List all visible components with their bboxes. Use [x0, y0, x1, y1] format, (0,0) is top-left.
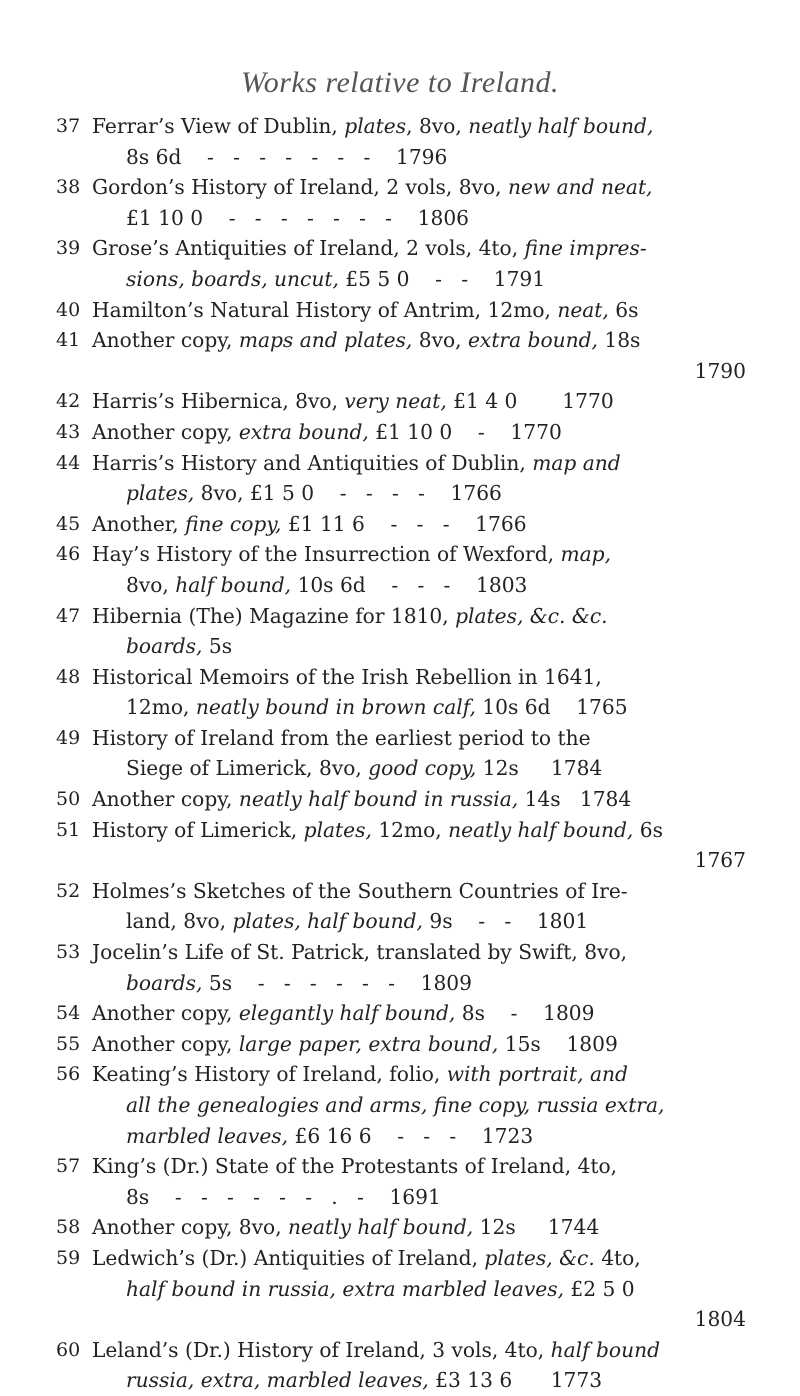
entry-line: russia, extra, marbled leaves, £3 13 6 1773 — [126, 1368, 603, 1393]
entry-line: Ferrar’s View of Dublin, plates, 8vo, neatly half bound, — [92, 114, 654, 138]
entry-number: 40 — [56, 298, 81, 321]
entry-line: Harris’s Hibernica, 8vo, very neat, £1 4 0 1770 — [92, 389, 614, 414]
catalogue-entry-49 — [56, 723, 746, 784]
entry-line: Keating’s History of Ireland, folio, with portrait, and — [92, 1062, 628, 1087]
entry-line: King’s (Dr.) State of the Protestants of Ireland, 4to, — [92, 1154, 618, 1179]
catalogue-entry-47 — [56, 601, 746, 662]
entry-line: Leland’s (Dr.) History of Ireland, 3 vols, 4to, half bound — [92, 1337, 660, 1362]
entry-line: Another copy, extra bound, £1 10 0 - 1770 — [92, 419, 562, 444]
catalogue-entry-54 — [56, 998, 746, 1029]
catalogue-entry-57 — [56, 1151, 746, 1212]
entry-line: Another copy, 8vo, neatly half bound, 12s 1744 — [92, 1215, 600, 1240]
entry-line: 1767 — [694, 848, 746, 873]
entry-line: Holmes’s Sketches of the Southern Countries of Ire- — [92, 878, 628, 903]
catalogue-entry-39 — [56, 233, 746, 294]
entry-line: Another copy, elegantly half bound, 8s - 1809 — [92, 1001, 595, 1026]
catalogue-entry-60 — [56, 1335, 746, 1396]
catalogue-entry-40 — [56, 295, 746, 326]
entry-number: 60 — [56, 1338, 81, 1361]
entry-line: Hibernia (The) Magazine for 1810, plates, &c. &c. — [92, 603, 608, 628]
catalogue-entry-46 — [56, 539, 746, 600]
catalogue-entry-37 — [56, 111, 746, 172]
entry-line: £1 10 0 - - - - - - - 1806 — [126, 205, 470, 230]
catalogue-entry-56 — [56, 1059, 746, 1151]
entry-number: 38 — [56, 176, 81, 199]
entry-number: 37 — [56, 115, 81, 137]
entry-number: 43 — [56, 420, 81, 443]
entry-number: 44 — [56, 451, 81, 474]
entry-line: 8s - - - - - - . - 1691 — [126, 1184, 441, 1209]
entry-number: 52 — [56, 879, 81, 902]
entry-line: marbled leaves, £6 16 6 - - - 1723 — [126, 1123, 534, 1148]
entry-line: Hay’s History of the Insurrection of Wexford, map, — [92, 542, 611, 567]
entry-number: 46 — [56, 543, 81, 566]
entry-line: Harris’s History and Antiquities of Dublin, map and — [92, 450, 621, 475]
catalogue-entry-43 — [56, 417, 746, 448]
entry-line: plates, 8vo, £1 5 0 - - - - 1766 — [126, 481, 502, 506]
entry-line: Grose’s Antiquities of Ireland, 2 vols, 4to, fine impres- — [92, 236, 647, 261]
catalogue-entry-45 — [56, 509, 746, 540]
entry-number: 41 — [56, 329, 81, 352]
entry-line: all the genealogies and arms, fine copy, russia extra, — [126, 1093, 665, 1117]
entry-number: 45 — [56, 512, 81, 535]
entry-line: Another copy, maps and plates, 8vo, extra bound, 18s — [92, 328, 641, 353]
entry-line: land, 8vo, plates, half bound, 9s - - 1801 — [126, 909, 589, 934]
entry-number: 42 — [56, 390, 81, 413]
catalogue-entry-52 — [56, 876, 746, 937]
entry-line: 8vo, half bound, 10s 6d - - - 1803 — [126, 572, 528, 597]
catalogue-entry-44 — [56, 448, 746, 509]
entry-line: sions, boards, uncut, £5 5 0 - - 1791 — [126, 266, 546, 291]
catalogue-entry-42 — [56, 386, 746, 417]
entry-line: half bound in russia, extra marbled leaves, £2 5 0 — [126, 1276, 635, 1301]
entry-number: 55 — [56, 1032, 81, 1055]
entry-line: 8s 6d - - - - - - - 1796 — [126, 144, 448, 169]
entry-number: 54 — [56, 1002, 81, 1025]
page-header: Works relative to Ireland. — [241, 66, 559, 99]
catalogue-entry-48 — [56, 662, 746, 723]
entry-number: 53 — [56, 941, 81, 964]
catalogue-entry-53 — [56, 937, 746, 998]
entry-line: Jocelin’s Life of St. Patrick, translated by Swift, 8vo, — [92, 940, 628, 965]
entry-number: 56 — [56, 1063, 81, 1086]
catalogue-entry-50 — [56, 784, 746, 815]
entry-number: 57 — [56, 1155, 81, 1178]
entry-line: History of Ireland from the earliest period to the — [92, 725, 591, 750]
entry-number: 59 — [56, 1246, 81, 1269]
entry-line: Another copy, neatly half bound in russia, 14s 1784 — [92, 787, 632, 812]
entry-line: History of Limerick, plates, 12mo, neatly half bound, 6s — [92, 817, 663, 842]
entry-line: Another copy, large paper, extra bound, 15s 1809 — [92, 1031, 618, 1056]
entry-line: 12mo, neatly bound in brown calf, 10s 6d 1765 — [126, 695, 628, 720]
entry-line: Hamilton’s Natural History of Antrim, 12mo, neat, 6s — [92, 297, 639, 322]
entry-list — [56, 111, 746, 1396]
entry-line: Siege of Limerick, 8vo, good copy, 12s 1784 — [126, 756, 603, 781]
entry-number: 47 — [56, 604, 81, 627]
entry-number: 50 — [56, 788, 81, 811]
catalogue-entry-38 — [56, 172, 746, 233]
catalogue-entry-58 — [56, 1212, 746, 1243]
entry-line: boards, 5s — [126, 634, 233, 659]
entry-number: 51 — [56, 818, 81, 841]
entry-number: 39 — [56, 237, 81, 260]
entry-line: Another, fine copy, £1 11 6 - - - 1766 — [92, 511, 527, 536]
entry-line: Gordon’s History of Ireland, 2 vols, 8vo, new and neat, — [92, 175, 653, 200]
entry-number: 48 — [56, 665, 81, 688]
entry-line: boards, 5s - - - - - - 1809 — [126, 970, 472, 995]
catalogue-entry-51 — [56, 815, 746, 876]
entry-line: Historical Memoirs of the Irish Rebellion in 1641, — [92, 664, 602, 689]
entry-line: 1804 — [694, 1307, 746, 1332]
catalogue-entry-59 — [56, 1243, 746, 1335]
entry-number: 58 — [56, 1216, 81, 1239]
catalogue-entry-55 — [56, 1029, 746, 1060]
entry-line: 1790 — [694, 358, 746, 383]
entry-number: 49 — [56, 726, 81, 749]
catalogue-entry-41 — [56, 325, 746, 386]
entry-line: Ledwich’s (Dr.) Antiquities of Ireland, plates, &c. 4to, — [92, 1245, 641, 1270]
